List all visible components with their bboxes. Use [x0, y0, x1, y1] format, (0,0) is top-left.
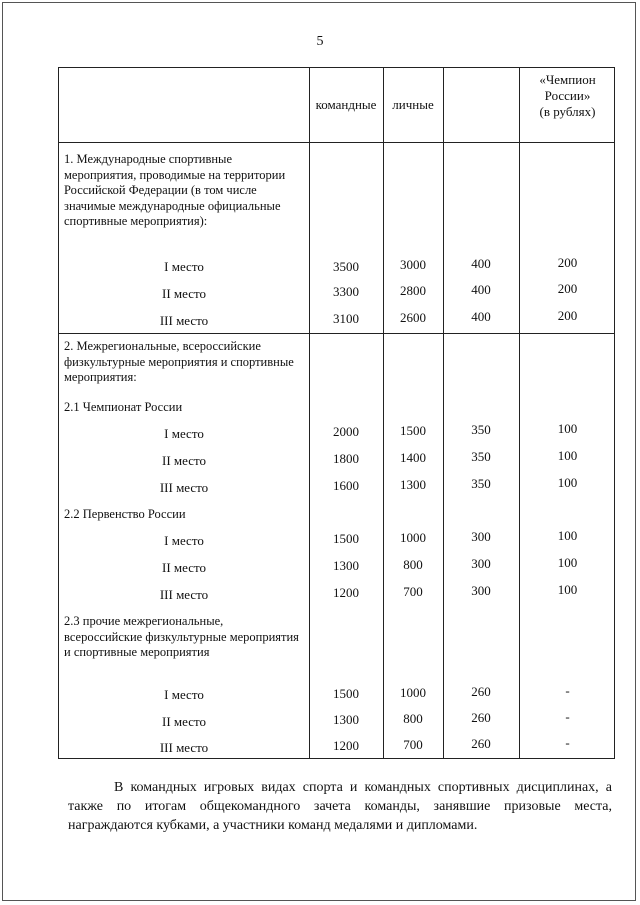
value-team: 1500	[333, 686, 359, 701]
value-champion: 100	[557, 421, 578, 436]
value-team: 1600	[333, 478, 359, 493]
value-individual: 3000	[400, 257, 426, 272]
value-col3: 350	[471, 449, 491, 464]
section1-title: 1. Международные спортивные мероприятия, проводимые на территории Российской Федерации (в том числе значимые международные официальные спортивные мероприятия):	[64, 152, 286, 228]
value-individual: 800	[403, 557, 423, 572]
place-label: II место	[161, 286, 206, 301]
subsection-title: 2.3 прочие межрегиональные, всероссийские физкультурные мероприятия и спортивные мероприятия	[64, 614, 299, 659]
column-divider	[383, 68, 384, 758]
subsection-title: 2.2 Первенство России	[64, 507, 186, 521]
column-divider	[443, 68, 444, 758]
value-team: 2000	[333, 424, 359, 439]
value-col3: 400	[471, 256, 491, 271]
value-individual: 1400	[400, 450, 426, 465]
value-team: 3300	[333, 284, 359, 299]
value-individual: 700	[403, 584, 423, 599]
value-team: 1800	[333, 451, 359, 466]
value-team: 1200	[333, 738, 359, 753]
value-champion: 100	[557, 582, 578, 597]
page-number: 5	[316, 34, 324, 49]
place-label: III место	[159, 740, 209, 755]
value-col3: 300	[471, 556, 491, 571]
place-label: I место	[164, 426, 204, 441]
value-champion: 100	[557, 448, 578, 463]
header-team: командные	[315, 97, 377, 112]
value-individual: 1500	[400, 423, 426, 438]
column-divider	[309, 68, 310, 758]
value-champion: 200	[557, 308, 578, 323]
section-divider	[59, 333, 614, 334]
value-team: 1200	[333, 585, 359, 600]
awards-table	[58, 67, 615, 759]
value-champion: -	[565, 735, 570, 750]
value-team: 1300	[333, 558, 359, 573]
place-label: I место	[164, 259, 204, 274]
subsection-title: 2.1 Чемпионат России	[64, 400, 183, 414]
value-champion: 100	[557, 475, 578, 490]
value-team: 3500	[333, 259, 359, 274]
place-label: III место	[159, 313, 209, 328]
value-individual: 700	[403, 737, 423, 752]
value-team: 1300	[333, 712, 359, 727]
value-col3: 400	[471, 309, 491, 324]
value-col3: 400	[471, 282, 491, 297]
value-individual: 2800	[400, 283, 426, 298]
column-divider	[519, 68, 520, 758]
place-label: II место	[161, 714, 206, 729]
value-champion: 100	[557, 555, 578, 570]
value-col3: 260	[471, 684, 491, 699]
value-individual: 1000	[400, 685, 426, 700]
footer-text: В командных игровых видах спорта и командных спортивных дисциплинах, а также по итогам общекомандного зачета команды, занявшие призовые места, награждаются кубками, а участники команд медалями и дипломами.	[68, 780, 612, 833]
value-champion: -	[565, 683, 570, 698]
value-team: 1500	[333, 531, 359, 546]
place-label: III место	[159, 480, 209, 495]
value-champion: 200	[557, 255, 578, 270]
header-champion: «Чемпион России» (в рублях)	[539, 72, 596, 119]
value-col3: 350	[471, 476, 491, 491]
value-team: 3100	[333, 311, 359, 326]
value-col3: 260	[471, 710, 491, 725]
section2-title: 2. Межрегиональные, всероссийские физкультурные мероприятия и спортивные мероприятия:	[64, 339, 294, 384]
value-individual: 2600	[400, 310, 426, 325]
place-label: II место	[161, 560, 206, 575]
value-col3: 350	[471, 422, 491, 437]
value-col3: 300	[471, 529, 491, 544]
value-col3: 300	[471, 583, 491, 598]
place-label: I место	[164, 687, 204, 702]
place-label: III место	[159, 587, 209, 602]
value-individual: 1300	[400, 477, 426, 492]
value-champion: -	[565, 709, 570, 724]
header-individual: личные	[392, 97, 434, 112]
value-champion: 200	[557, 281, 578, 296]
value-champion: 100	[557, 528, 578, 543]
value-col3: 260	[471, 736, 491, 751]
place-label: II место	[161, 453, 206, 468]
value-individual: 800	[403, 711, 423, 726]
place-label: I место	[164, 533, 204, 548]
value-individual: 1000	[400, 530, 426, 545]
header-divider	[59, 142, 614, 143]
footer-paragraph	[68, 778, 612, 835]
